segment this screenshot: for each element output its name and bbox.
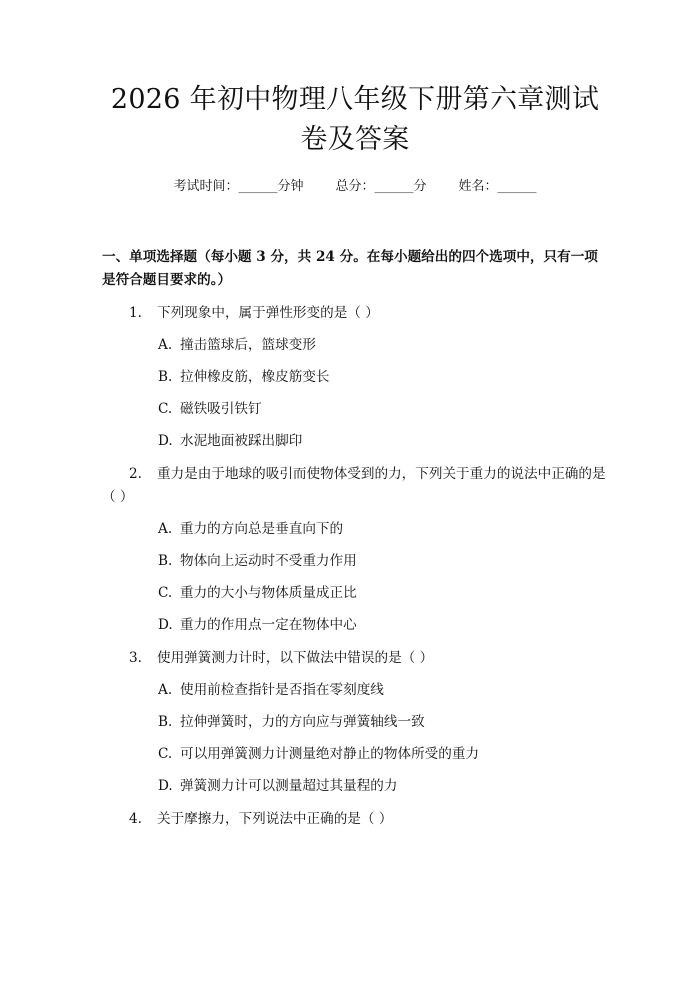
- option-text: 重力的方向总是垂直向下的: [180, 521, 344, 537]
- option-letter: B.: [158, 714, 173, 730]
- option-text: 水泥地面被踩出脚印: [180, 433, 303, 449]
- option-letter: D.: [158, 433, 173, 449]
- option-letter: C.: [158, 585, 173, 601]
- question-text: 关于摩擦力，下列说法中正确的是（ ）: [157, 811, 393, 827]
- option-c: [102, 582, 608, 605]
- question-2-options: [102, 518, 608, 637]
- section-heading-single-choice: 一、单项选择题（每小题 3 分，共 24 分。在每小题给出的四个选项中，只有一项是符合题目要求的。）: [102, 249, 598, 288]
- option-text: 磁铁吸引铁钉: [180, 401, 262, 417]
- question-1: [102, 302, 608, 325]
- option-letter: C.: [158, 401, 173, 417]
- student-name-field: 姓名：______: [458, 179, 537, 194]
- exam-title: 2026 年初中物理八年级下册第六章测试卷及答案: [110, 84, 600, 155]
- option-d: [102, 614, 608, 637]
- option-d: [102, 430, 608, 453]
- option-text: 重力的作用点一定在物体中心: [180, 617, 357, 633]
- option-letter: A.: [158, 521, 173, 537]
- question-2: [102, 463, 608, 509]
- option-text: 拉伸弹簧时，力的方向应与弹簧轴线一致: [180, 714, 425, 730]
- question-3: [102, 647, 608, 670]
- option-b: [102, 711, 608, 734]
- question-text: 下列现象中，属于弹性形变的是（ ）: [157, 305, 379, 321]
- question-number: 3.: [129, 650, 142, 666]
- option-text: 使用前检查指针是否指在零刻度线: [180, 682, 384, 698]
- question-3-options: [102, 679, 608, 798]
- question-number: 1.: [129, 305, 142, 321]
- option-text: 可以用弹簧测力计测量绝对静止的物体所受的重力: [180, 746, 480, 762]
- option-text: 重力的大小与物体质量成正比: [180, 585, 357, 601]
- option-letter: B.: [158, 369, 173, 385]
- question-text: 使用弹簧测力计时，以下做法中错误的是（ ）: [157, 650, 434, 666]
- option-letter: D.: [158, 778, 173, 794]
- question-4: [102, 808, 608, 831]
- question-text: 重力是由于地球的吸引而使物体受到的力，下列关于重力的说法中正确的是（ ）: [102, 466, 606, 505]
- exam-time-field: 考试时间：______分钟: [173, 179, 304, 194]
- option-text: 弹簧测力计可以测量超过其量程的力: [180, 778, 398, 794]
- exam-info: [102, 178, 608, 196]
- option-letter: A.: [158, 337, 173, 353]
- question-1-options: [102, 334, 608, 453]
- option-letter: D.: [158, 617, 173, 633]
- option-c: [102, 743, 608, 766]
- option-a: [102, 334, 608, 357]
- option-text: 拉伸橡皮筋，橡皮筋变长: [180, 369, 330, 385]
- option-a: [102, 679, 608, 702]
- option-text: 物体向上运动时不受重力作用: [180, 553, 357, 569]
- exam-page: [0, 80, 700, 985]
- question-number: 2.: [129, 466, 142, 482]
- option-letter: A.: [158, 682, 173, 698]
- option-b: [102, 366, 608, 389]
- question-number: 4.: [129, 811, 142, 827]
- option-b: [102, 550, 608, 573]
- option-d: [102, 775, 608, 798]
- option-a: [102, 518, 608, 541]
- option-c: [102, 398, 608, 421]
- option-text: 撞击篮球后，篮球变形: [180, 337, 316, 353]
- option-letter: C.: [158, 746, 173, 762]
- total-score-field: 总分：______分: [335, 179, 427, 194]
- option-letter: B.: [158, 553, 173, 569]
